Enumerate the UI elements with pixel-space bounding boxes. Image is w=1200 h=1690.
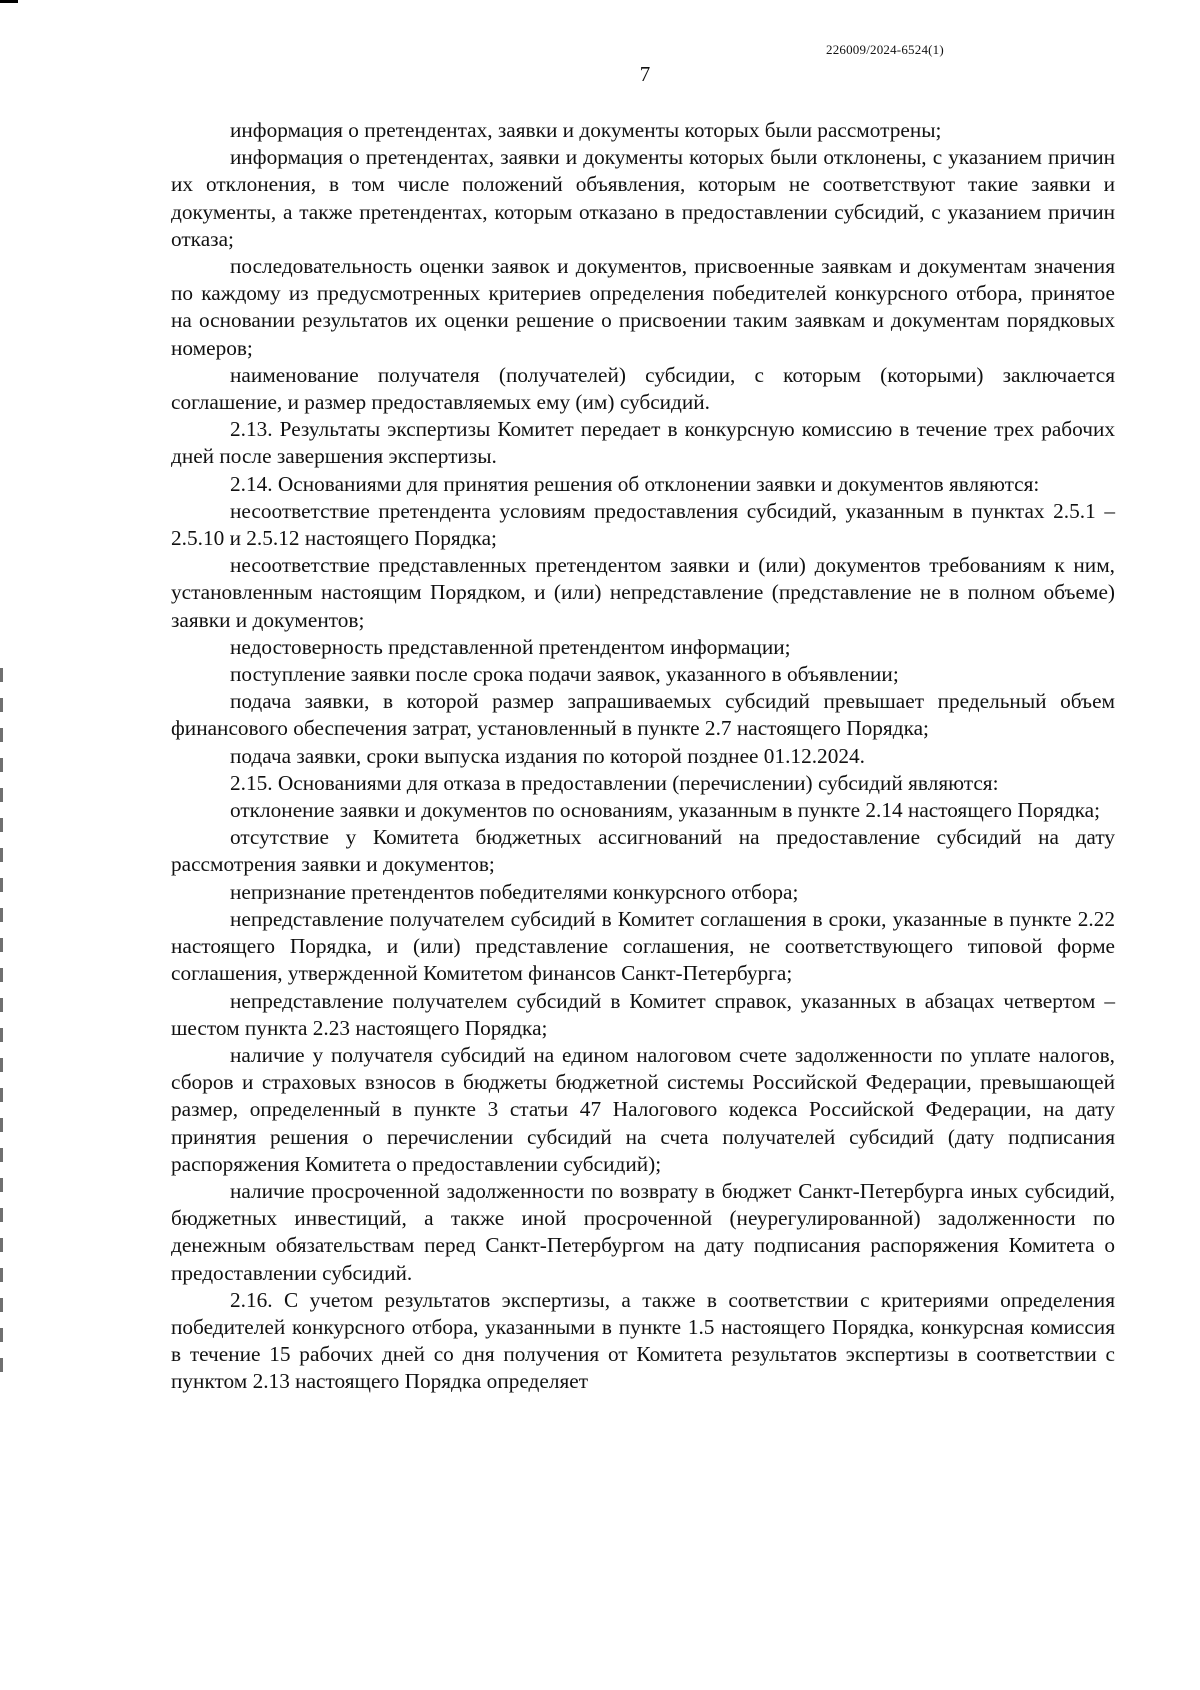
scan-margin-line xyxy=(0,668,3,1388)
document-body xyxy=(171,117,1115,1396)
paragraph: 2.15. Основаниями для отказа в предоставлении (перечислении) субсидий являются: xyxy=(230,770,999,795)
scan-corner-mark xyxy=(0,0,18,3)
paragraph: наличие просроченной задолженности по возврату в бюджет Санкт-Петербурга иных субсидий, бюджетных инвестиций, а также иной просроченной (неурегулированной) задолженности по денежным обязательствам перед Санкт-Петербургом на дату подписания распоряжения Комитета о предоставлении субсидий. xyxy=(171,1178,1115,1285)
paragraph: наличие у получателя субсидий на едином налоговом счете задолженности по уплате налогов, сборов и страховых взносов в бюджеты бюджетной системы Российской Федерации, превышающей размер, определенный в пункте 3 статьи 47 Налогового кодекса Российской Федерации, на дату принятия решения о перечислении субсидий на счета получателей субсидий (дату подписания распоряжения Комитета о предоставлении субсидий); xyxy=(171,1042,1115,1176)
paragraph: 2.16. С учетом результатов экспертизы, а также в соответствии с критериями определения победителей конкурсного отбора, указанными в пункте 1.5 настоящего Порядка, конкурсная комиссия в течение 15 рабочих дней со дня получения от Комитета результатов экспертизы в соответствии с пунктом 2.13 настоящего Порядка определяет xyxy=(171,1287,1115,1394)
paragraph: недостоверность представленной претендентом информации; xyxy=(230,634,791,659)
paragraph: несоответствие претендента условиям предоставления субсидий, указанным в пунктах 2.5.1 – 2.5.10 и 2.5.12 настоящего Порядка; xyxy=(171,498,1115,551)
paragraph: подача заявки, в которой размер запрашиваемых субсидий превышает предельный объем финансового обеспечения затрат, установленный в пункте 2.7 настоящего Порядка; xyxy=(171,689,1115,741)
paragraph: непризнание претендентов победителями конкурсного отбора; xyxy=(230,879,799,904)
paragraph: отклонение заявки и документов по основаниям, указанным в пункте 2.14 настоящего Порядка; xyxy=(230,798,1101,823)
paragraph: непредставление получателем субсидий в Комитет соглашения в сроки, указанные в пункте 2.22 настоящего Порядка, и (или) представление соглашения, не соответствующего типовой форме соглашения, утвержденной Комитетом финансов Санкт-Петербурга; xyxy=(171,906,1115,986)
paragraph: информация о претендентах, заявки и документы которых были отклонены, с указанием причин их отклонения, в том числе положений объявления, которым не соответствуют такие заявки и документы, а также претендентах, которым отказано в предоставлении субсидий, с указанием причин отказа; xyxy=(171,145,1115,251)
paragraph: подача заявки, сроки выпуска издания по которой позднее 01.12.2024. xyxy=(230,743,865,768)
paragraph: последовательность оценки заявок и документов, присвоенные заявкам и документам значения по каждому из предусмотренных критериев определения победителей конкурсного отбора, принятое на основании результатов их оценки решение о присвоении таким заявкам и документам порядковых номеров; xyxy=(171,254,1115,360)
paragraph: информация о претендентах, заявки и документы которых были рассмотрены; xyxy=(230,118,942,142)
paragraph: 2.14. Основаниями для принятия решения об отклонении заявки и документов являются: xyxy=(230,471,1040,496)
paragraph: отсутствие у Комитета бюджетных ассигнований на предоставление субсидий на дату рассмотрения заявки и документов; xyxy=(171,825,1115,877)
document-id: 226009/2024-6524(1) xyxy=(826,42,944,57)
paragraph: 2.13. Результаты экспертизы Комитет передает в конкурсную комиссию в течение трех рабочих дней после завершения экспертизы. xyxy=(171,417,1115,469)
paragraph: наименование получателя (получателей) субсидии, с которым (которыми) заключается соглашение, и размер предоставляемых ему (им) субсидий. xyxy=(171,362,1115,415)
page-number: 7 xyxy=(639,62,651,86)
paragraph: несоответствие представленных претендентом заявки и (или) документов требованиям к ним, установленным настоящим Порядком, и (или) непредставление (представление не в полном объеме) заявки и документов; xyxy=(171,553,1115,632)
paragraph: поступление заявки после срока подачи заявок, указанного в объявлении; xyxy=(230,662,899,687)
paragraph: непредставление получателем субсидий в Комитет справок, указанных в абзацах четвертом – шестом пункта 2.23 настоящего Порядка; xyxy=(171,988,1115,1040)
